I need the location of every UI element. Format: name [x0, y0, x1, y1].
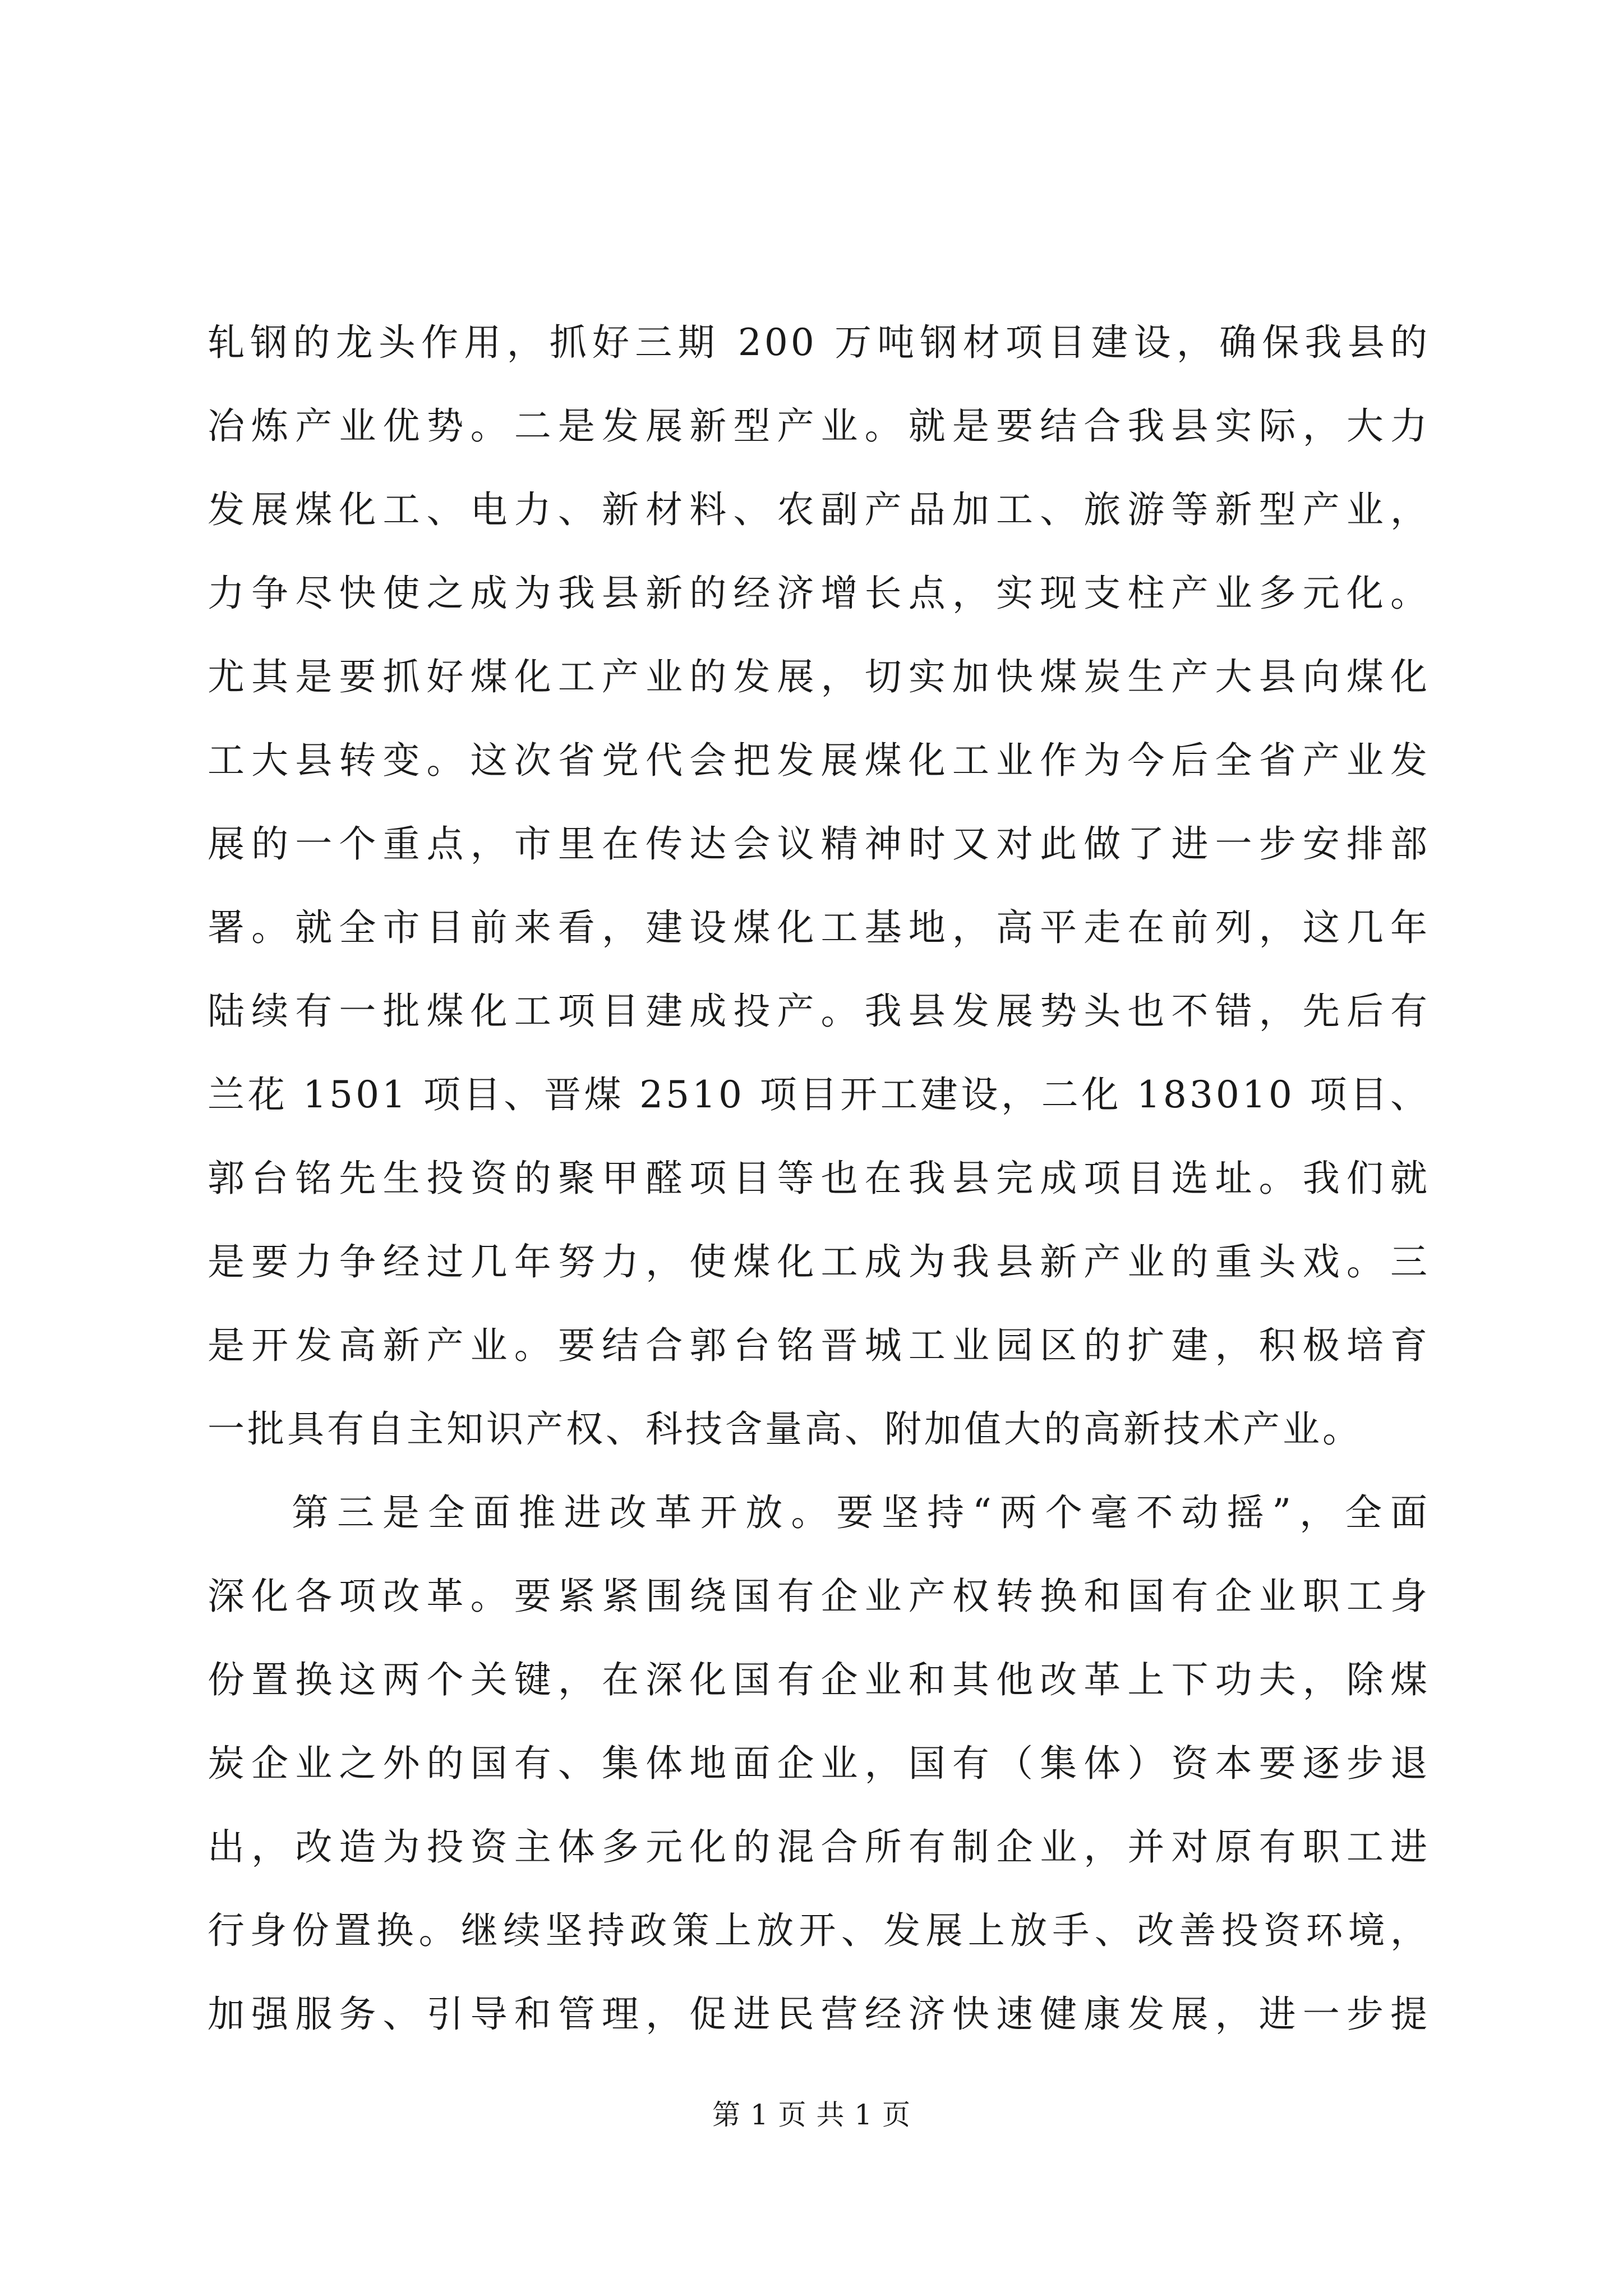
- text-line: 署。就全市目前来看，建设煤化工基地，高平走在前列，这几年: [208, 906, 1430, 949]
- text-line: 郭台铭先生投资的聚甲醛项目等也在我县完成项目选址。我们就: [208, 1157, 1430, 1200]
- text-line: 第三是全面推进改革开放。要坚持“两个毫不动摇”，全面: [292, 1491, 1430, 1534]
- text-line: 陆续有一批煤化工项目建成投产。我县发展势头也不错，先后有: [208, 990, 1430, 1033]
- text-line: 行身份置换。继续坚持政策上放开、发展上放手、改善投资环境，: [208, 1909, 1430, 1952]
- text-line: 出，改造为投资主体多元化的混合所有制企业，并对原有职工进: [208, 1825, 1430, 1869]
- text-line: 深化各项改革。要紧紧围绕国有企业产权转换和国有企业职工身: [208, 1575, 1430, 1618]
- text-line: 加强服务、引导和管理，促进民营经济快速健康发展，进一步提: [208, 1993, 1430, 2036]
- text-line: 炭企业之外的国有、集体地面企业，国有（集体）资本要逐步退: [208, 1742, 1430, 1785]
- text-line: 力争尽快使之成为我县新的经济增长点，实现支柱产业多元化。: [208, 572, 1430, 615]
- body-text: [208, 301, 1430, 2056]
- page-number: 第 1 页 共 1 页: [712, 2099, 911, 2131]
- text-line: 份置换这两个关键，在深化国有企业和其他改革上下功夫，除煤: [208, 1658, 1430, 1701]
- text-line: 冶炼产业优势。二是发展新型产业。就是要结合我县实际，大力: [208, 404, 1430, 448]
- text-line: 尤其是要抓好煤化工产业的发展，切实加快煤炭生产大县向煤化: [208, 655, 1430, 698]
- text-line: 兰花 1501 项目、晋煤 2510 项目开工建设，二化 183010 项目、: [208, 1073, 1430, 1116]
- text-line: 轧钢的龙头作用，抓好三期 200 万吨钢材项目建设，确保我县的: [208, 321, 1430, 364]
- text-line: 工大县转变。这次省党代会把发展煤化工业作为今后全省产业发: [208, 739, 1430, 782]
- text-line: 是要力争经过几年努力，使煤化工成为我县新产业的重头戏。三: [208, 1240, 1430, 1283]
- text-line: 是开发高新产业。要结合郭台铭晋城工业园区的扩建，积极培育: [208, 1324, 1430, 1367]
- text-line: 展的一个重点，市里在传达会议精神时又对此做了进一步安排部: [208, 822, 1430, 866]
- text-line: 一批具有自主知识产权、科技含量高、附加值大的高新技术产业。: [208, 1407, 1362, 1451]
- text-line: 发展煤化工、电力、新材料、农副产品加工、旅游等新型产业，: [208, 488, 1430, 531]
- page-footer: [0, 2092, 1623, 2133]
